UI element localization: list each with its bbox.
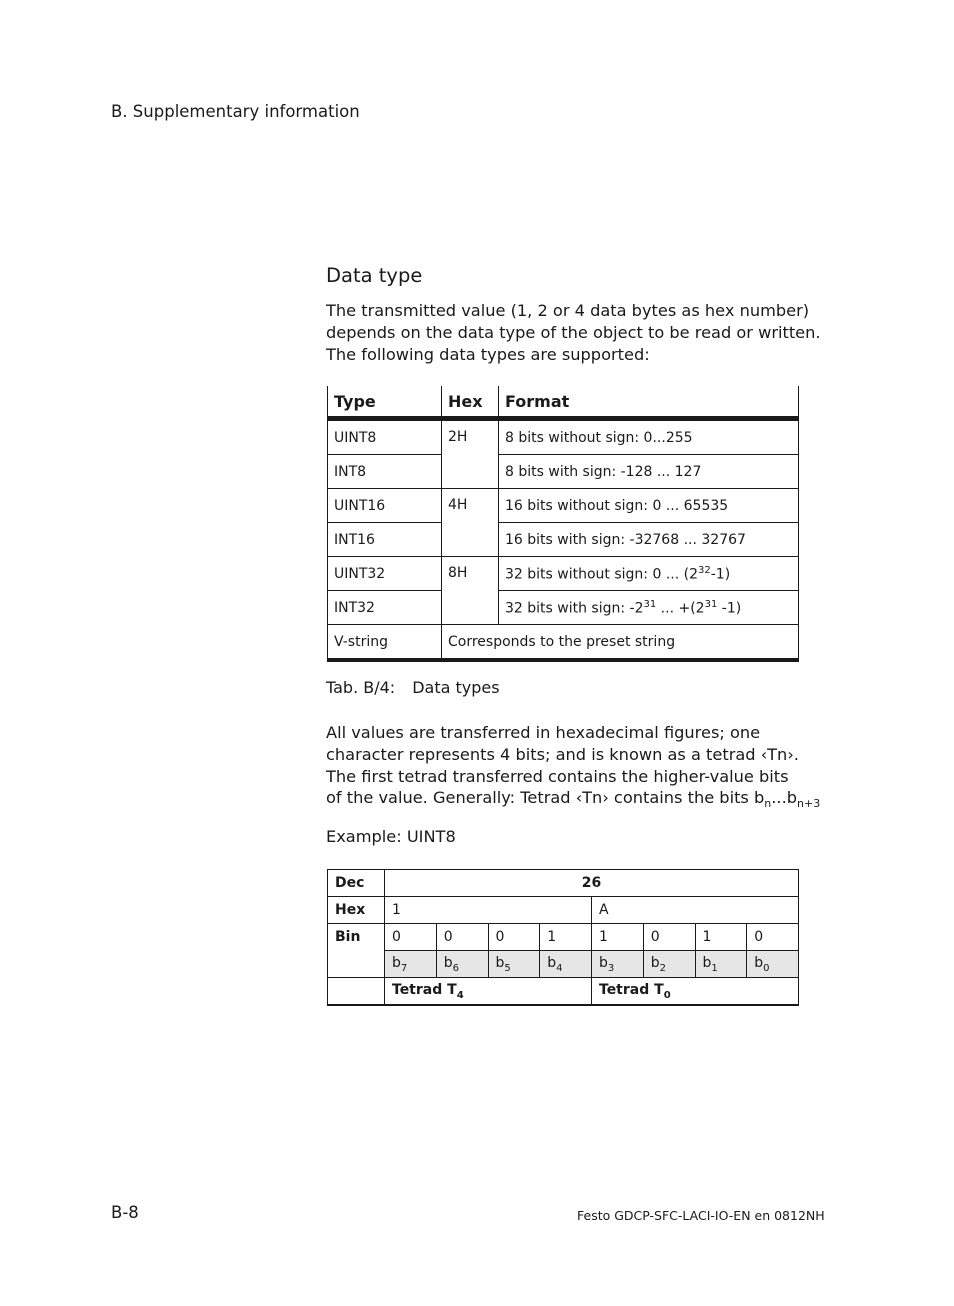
tetrad-high-label: Tetrad $T_4$	[385, 978, 592, 1006]
hex-cell: 8H	[442, 557, 499, 625]
format-cell: 16 bits without sign: 0 ... 65535	[499, 489, 799, 523]
caption-text: Data types	[412, 678, 500, 697]
dec-row	[328, 870, 799, 897]
paragraph-line: All values are transferred in hexadecimal figures; one	[326, 723, 761, 742]
table-row	[328, 455, 799, 489]
tetrad-row	[328, 978, 799, 1006]
bin-value: 0	[436, 924, 488, 951]
intro-paragraph	[326, 300, 821, 365]
table-header-row	[328, 386, 799, 419]
uint8-example-table	[327, 869, 799, 1006]
format-cell: Corresponds to the preset string	[442, 625, 799, 661]
bit-label: $b_0$	[747, 951, 799, 978]
tetrad-paragraph	[326, 722, 821, 815]
intro-line: The following data types are supported:	[326, 344, 650, 364]
bin-value: 0	[643, 924, 695, 951]
empty-cell	[328, 978, 385, 1006]
col-header-hex: Hex	[442, 386, 499, 419]
col-header-format: Format	[499, 386, 799, 419]
format-cell: 8 bits without sign: 0...255	[499, 419, 799, 455]
type-cell: V-string	[328, 625, 442, 661]
table-row	[328, 419, 799, 455]
footer-doc-ref: Festo GDCP-SFC-LACI-IO-EN en 0812NH	[577, 1208, 825, 1223]
hex-cell: 2H	[442, 419, 499, 489]
page-number: B-8	[111, 1203, 139, 1222]
format-cell: 8 bits with sign: -128 ... 127	[499, 455, 799, 489]
tetrad-low-label: Tetrad $T_0$	[592, 978, 799, 1006]
example-label: Example: UINT8	[326, 827, 456, 846]
table-row	[328, 625, 799, 661]
running-header: B. Supplementary information	[111, 102, 360, 121]
bit-index-row	[328, 951, 799, 978]
type-cell: UINT16	[328, 489, 442, 523]
table-caption	[326, 678, 500, 697]
bin-value: 0	[488, 924, 540, 951]
type-cell: INT32	[328, 591, 442, 625]
bin-value: 0	[747, 924, 799, 951]
type-cell: INT8	[328, 455, 442, 489]
data-types-table	[327, 386, 799, 662]
hex-low-value: A	[592, 897, 799, 924]
dec-value: 26	[385, 870, 799, 897]
type-cell: UINT32	[328, 557, 442, 591]
bit-label: $b_7$	[385, 951, 437, 978]
hex-high-value: 1	[385, 897, 592, 924]
bit-label: $b_1$	[695, 951, 747, 978]
col-header-type: Type	[328, 386, 442, 419]
caption-label: Tab. B/4:	[326, 678, 396, 697]
hex-row	[328, 897, 799, 924]
bin-value: 1	[695, 924, 747, 951]
paragraph-line: character represents 4 bits; and is known as a tetrad ‹Tn›.	[326, 744, 799, 764]
bit-label: $b_5$	[488, 951, 540, 978]
bin-value: 0	[385, 924, 437, 951]
format-cell: 16 bits with sign: -32768 ... 32767	[499, 523, 799, 557]
bit-label: $b_2$	[643, 951, 695, 978]
bin-value: 1	[540, 924, 592, 951]
bin-row	[328, 924, 799, 951]
type-cell: UINT8	[328, 419, 442, 455]
hex-label: Hex	[328, 897, 385, 924]
format-cell: 32 bits without sign: 0 ... $(2^{32}-1)$	[499, 557, 799, 591]
table-row	[328, 591, 799, 625]
section-title: Data type	[326, 264, 423, 287]
bit-label: $b_3$	[592, 951, 644, 978]
table-row	[328, 557, 799, 591]
intro-line: depends on the data type of the object to be read or written.	[326, 322, 821, 342]
hex-cell: 4H	[442, 489, 499, 557]
table-row	[328, 523, 799, 557]
bin-label: Bin	[328, 924, 385, 978]
table-row	[328, 489, 799, 523]
intro-line: The transmitted value (1, 2 or 4 data bytes as hex number)	[326, 301, 810, 320]
paragraph-line: of the value. Generally: Tetrad ‹Tn› contains the bits $b_n...b_{n+3}$	[326, 788, 821, 811]
type-cell: INT16	[328, 523, 442, 557]
bin-value: 1	[592, 924, 644, 951]
format-cell: 32 bits with sign: $-2^{31}$ ... $+(2^{31}$ -1)	[499, 591, 799, 625]
paragraph-line: The first tetrad transferred contains the higher-value bits	[326, 766, 789, 786]
dec-label: Dec	[328, 870, 385, 897]
bit-label: $b_4$	[540, 951, 592, 978]
bit-label: $b_6$	[436, 951, 488, 978]
